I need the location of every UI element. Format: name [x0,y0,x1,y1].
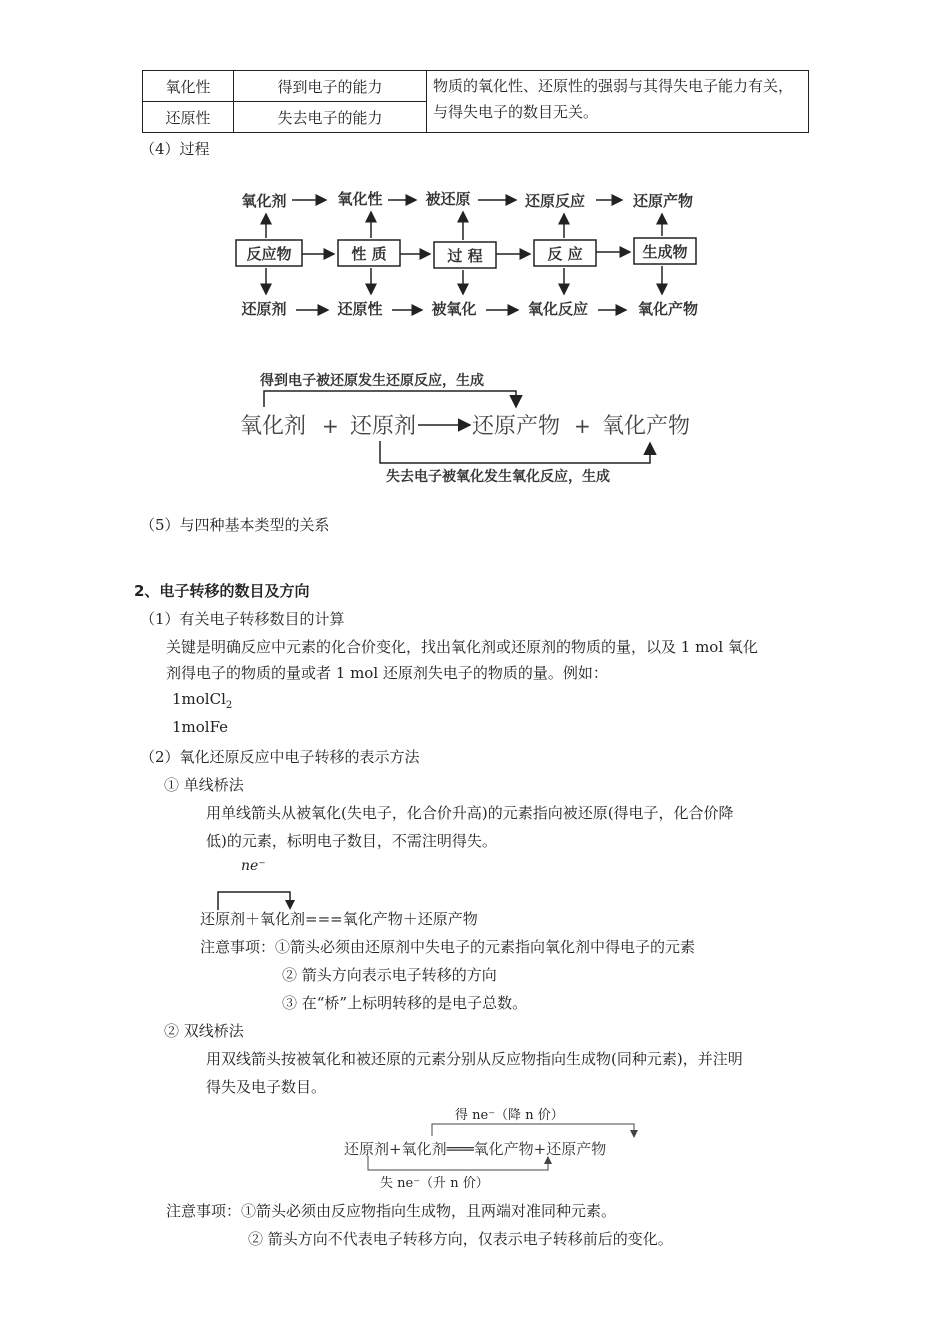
notes-1-item-2: ② 箭头方向表示电子转移的方向 [282,966,497,984]
flow-bottom-4: 氧化反应 [527,300,589,318]
flow-top-2: 氧化性 [337,190,383,208]
notes-2-item-2: ② 箭头方向不代表电子转移方向，仅表示电子转移前后的变化。 [248,1230,673,1248]
table-cell-term: 还原性 [143,102,234,133]
table-cell-term: 氧化性 [143,71,234,102]
notes-2-item-1: 注意事项：①箭头必须由反应物指向生成物，且两端对准同种元素。 [166,1202,617,1220]
double-bridge-top-label: 得 ne⁻（降 n 价） [455,1108,564,1123]
scheme-plus-1: + [322,414,339,438]
scheme-reduction-product: 还原产物 [472,414,561,439]
para-1-line-2: 剂得电子的物质的量或者 1 mol 还原剂失电子的物质的量。例如： [166,664,608,682]
notes-1-item-3: ③ 在“桥”上标明转移的是电子总数。 [282,994,528,1012]
table-cell-note: 物质的氧化性、还原性的强弱与其得失电子能力有关，与得失电子的数目无关。 [427,71,809,133]
table-cell-meaning: 得到电子的能力 [234,71,427,102]
flow-bottom-3: 被氧化 [431,300,477,318]
flow-box-4: 反 应 [547,245,583,263]
method-2-line-2: 得失及电子数目。 [206,1078,327,1096]
section-4-heading: （4）过程 [140,140,210,158]
redox-scheme-diagram [230,365,720,490]
sub-2-heading: （2）氧化还原反应中电子转移的表示方法 [140,748,420,766]
notes-1-item-1: 注意事项：①箭头必须由还原剂中失电子的元素指向氧化剂中得电子的元素 [200,938,696,956]
flow-bottom-5: 氧化产物 [637,300,699,318]
method-1-line-1: 用单线箭头从被氧化(失电子，化合价升高)的元素指向被还原(得电子，化合价降 [206,804,734,822]
example-cl2-subscript: 2 [225,700,233,711]
sub-1-heading: （1）有关电子转移数目的计算 [140,610,345,628]
flow-top-4: 还原反应 [524,192,586,210]
flow-bottom-1: 还原剂 [241,300,287,318]
para-1-line-1: 关键是明确反应中元素的化合价变化，找出氧化剂或还原剂的物质的量，以及 1 mol 氧化 [166,638,758,656]
scheme-plus-2: + [574,414,591,438]
scheme-reductant: 还原剂 [350,414,417,439]
method-1-line-2: 低)的元素，标明电子数目，不需注明得失。 [206,832,497,850]
flow-box-5: 生成物 [642,243,688,261]
single-bridge-label: ne⁻ [241,858,266,874]
section-2-heading: 2、电子转移的数目及方向 [134,582,310,600]
scheme-oxidant: 氧化剂 [240,414,307,439]
process-flow-diagram [230,180,720,330]
method-1-heading: ① 单线桥法 [164,776,244,794]
flow-box-2: 性 质 [351,245,387,263]
property-table [142,70,809,133]
double-bridge-equation: 还原剂+氧化剂═══氧化产物+还原产物 [344,1140,607,1158]
scheme-top-label: 得到电子被还原发生还原反应，生成 [260,373,484,389]
method-2-line-1: 用双线箭头按被氧化和被还原的元素分别从反应物指向生成物(同种元素)，并注明 [206,1050,743,1068]
table-row [143,71,809,102]
single-bridge-equation: 还原剂＋氧化剂===氧化产物＋还原产物 [200,910,478,928]
table-cell-meaning: 失去电子的能力 [234,102,427,133]
flow-top-5: 还原产物 [632,192,694,210]
example-cl2-text: 1molCl [172,690,226,708]
flow-top-1: 氧化剂 [241,192,287,210]
double-bridge-bottom-label: 失 ne⁻（升 n 价） [380,1176,489,1191]
flow-box-3: 过 程 [447,247,483,265]
scheme-oxidation-product: 氧化产物 [602,414,691,439]
section-5-heading: （5）与四种基本类型的关系 [140,516,330,534]
example-cl2 [172,690,232,711]
flow-box-1: 反应物 [246,245,292,263]
flow-bottom-2: 还原性 [337,300,383,318]
example-fe: 1molFe [172,718,229,736]
flow-top-3: 被还原 [425,190,471,208]
method-2-heading: ② 双线桥法 [164,1022,244,1040]
scheme-bottom-label: 失去电子被氧化发生氧化反应，生成 [386,469,610,485]
